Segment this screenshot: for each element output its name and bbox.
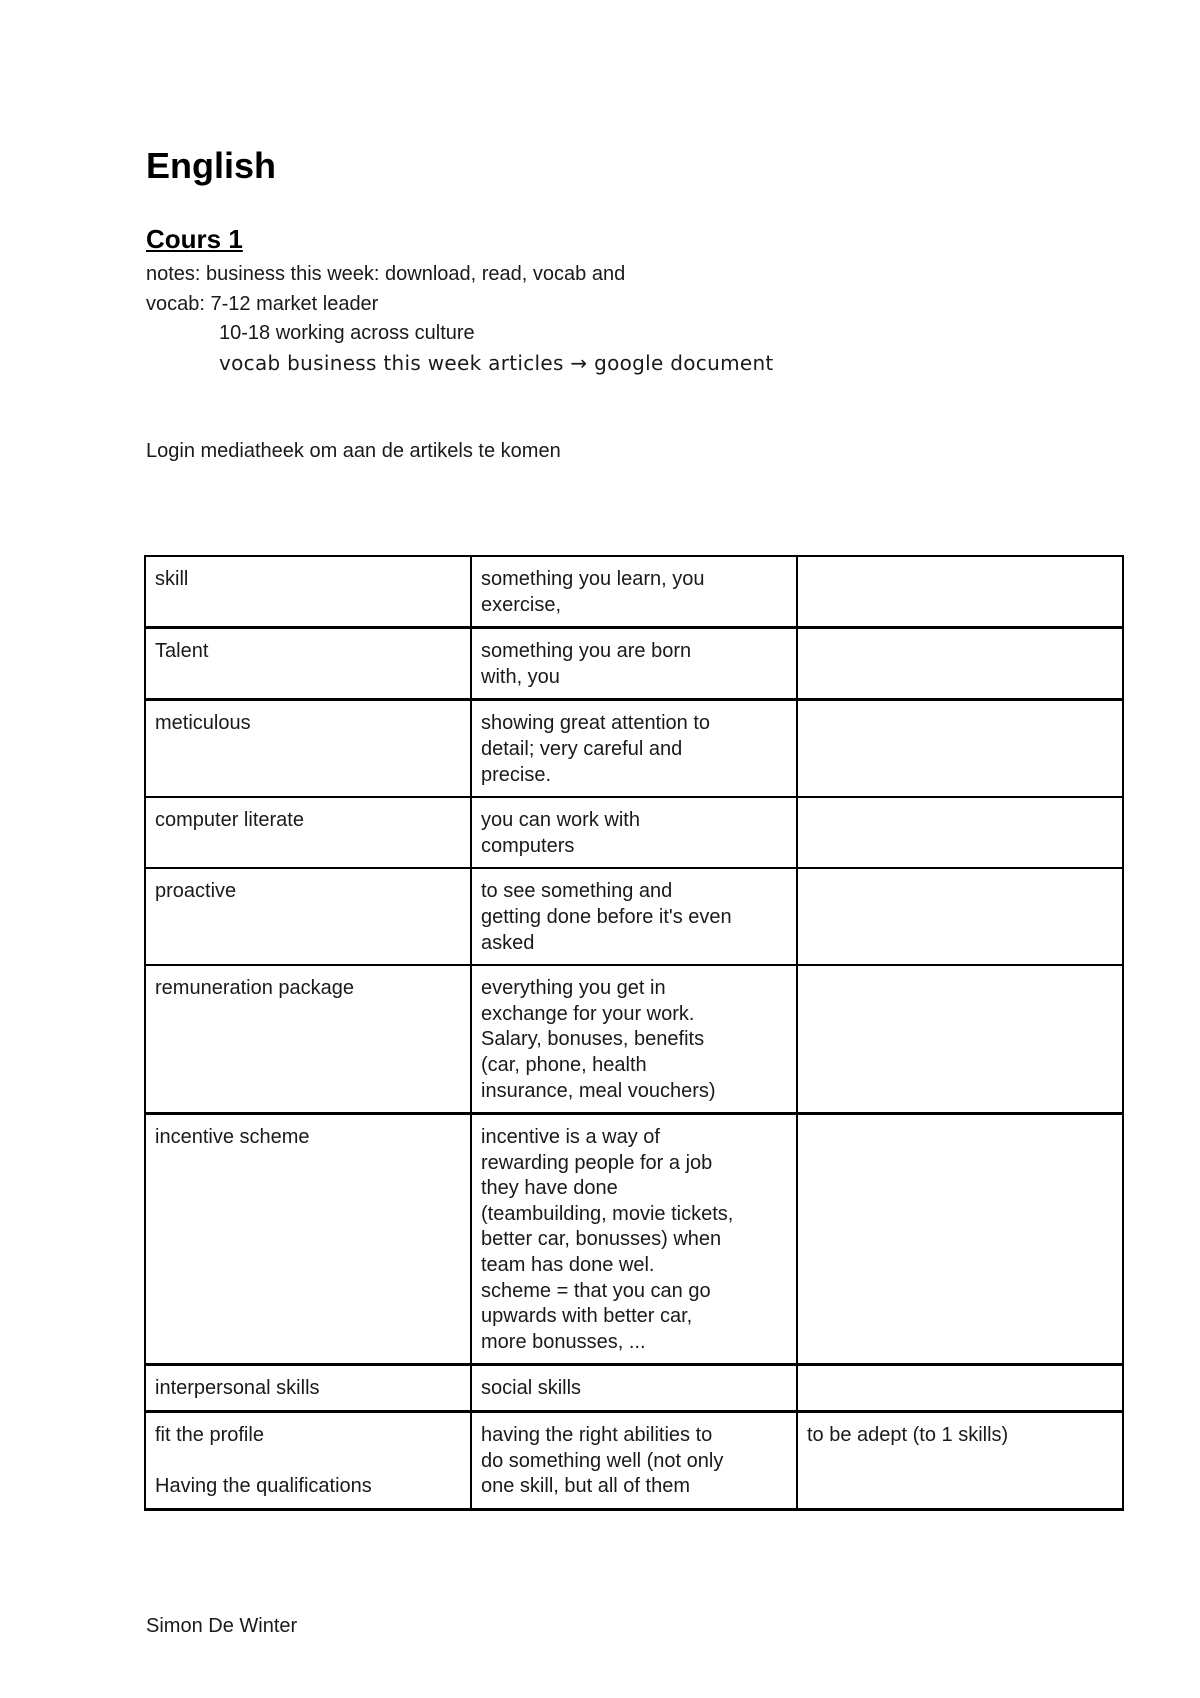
- notes-line: 10-18 working across culture: [219, 322, 475, 344]
- cell-text: exchange for your work.: [481, 1002, 695, 1025]
- notes-line: notes: business this week: download, read, vocab and: [146, 263, 626, 285]
- notes-block: [146, 260, 774, 378]
- cell-text: something you are born: [481, 640, 692, 663]
- table-row: [145, 1412, 1123, 1510]
- cell-text: Salary, bonuses, benefits: [481, 1028, 705, 1051]
- cell-text: team has done wel.: [481, 1254, 655, 1277]
- table-row: [145, 797, 1123, 868]
- cell-text: better car, bonusses) when: [481, 1228, 722, 1251]
- cell-text: asked: [481, 931, 535, 954]
- login-note: Login mediatheek om aan de artikels te komen: [146, 440, 561, 462]
- table-row: [145, 965, 1123, 1113]
- cell-text: social skills: [481, 1377, 582, 1400]
- extra-cell: [797, 797, 1123, 868]
- table-row: [145, 1365, 1123, 1412]
- cell-text: Talent: [155, 640, 209, 663]
- definition-cell: [471, 700, 797, 797]
- cell-text: precise.: [481, 763, 552, 786]
- cell-text: getting done before it's even: [481, 905, 732, 928]
- page-title: English: [146, 145, 277, 186]
- extra-cell: [797, 700, 1123, 797]
- cell-text: insurance, meal vouchers): [481, 1079, 716, 1102]
- cell-text: rewarding people for a job: [481, 1151, 713, 1174]
- cell-text: (car, phone, health: [481, 1053, 647, 1076]
- cell-text: exercise,: [481, 593, 562, 616]
- definition-cell: [471, 556, 797, 628]
- cell-text: with, you: [481, 665, 560, 688]
- table-row: [145, 868, 1123, 965]
- definition-cell: [471, 1365, 797, 1412]
- cell-text: everything you get in: [481, 977, 666, 1000]
- cell-text: you can work with: [481, 809, 640, 832]
- cell-text: computers: [481, 834, 575, 857]
- cell-text: (teambuilding, movie tickets,: [481, 1202, 734, 1225]
- table-row: [145, 628, 1123, 700]
- cell-text: to see something and: [481, 880, 673, 903]
- cell-text: fit the profile: [155, 1424, 264, 1447]
- definition-cell: [471, 628, 797, 700]
- cell-text: upwards with better car,: [481, 1305, 693, 1328]
- cell-text: incentive scheme: [155, 1126, 310, 1149]
- term-cell: [145, 628, 471, 700]
- cell-text: showing great attention to: [481, 712, 711, 735]
- footer-author: Simon De Winter: [146, 1615, 298, 1637]
- cell-text: scheme = that you can go: [481, 1279, 711, 1302]
- definition-cell: [471, 1412, 797, 1510]
- cell-text: interpersonal skills: [155, 1377, 320, 1400]
- table-row: [145, 700, 1123, 797]
- definition-cell: [471, 965, 797, 1113]
- definition-cell: [471, 868, 797, 965]
- extra-cell: [797, 556, 1123, 628]
- cell-text: computer literate: [155, 809, 304, 832]
- extra-cell: [797, 1365, 1123, 1412]
- vocab-table: [144, 555, 1124, 1511]
- cell-text: do something well (not only: [481, 1449, 724, 1472]
- extra-cell: [797, 1412, 1123, 1510]
- cell-text: more bonusses, ...: [481, 1330, 646, 1353]
- cell-text: skill: [155, 568, 189, 590]
- cell-text: having the right abilities to: [481, 1424, 713, 1447]
- cell-text: incentive is a way of: [481, 1126, 660, 1149]
- cell-text: Having the qualifications: [155, 1475, 372, 1498]
- extra-cell: [797, 965, 1123, 1113]
- term-cell: [145, 797, 471, 868]
- section-heading: Cours 1: [146, 224, 243, 254]
- cell-text: proactive: [155, 880, 237, 903]
- cell-text: to be adept (to 1 skills): [807, 1424, 1009, 1447]
- definition-cell: [471, 797, 797, 868]
- cell-text: detail; very careful and: [481, 737, 683, 760]
- definition-cell: [471, 1114, 797, 1365]
- term-cell: [145, 1114, 471, 1365]
- cell-spacer: [155, 1449, 461, 1475]
- cell-text: they have done: [481, 1177, 618, 1200]
- extra-cell: [797, 868, 1123, 965]
- cell-text: something you learn, you: [481, 568, 705, 590]
- cell-text: remuneration package: [155, 977, 355, 1000]
- term-cell: [145, 1365, 471, 1412]
- term-cell: [145, 965, 471, 1113]
- term-cell: [145, 1412, 471, 1510]
- term-cell: [145, 700, 471, 797]
- extra-cell: [797, 1114, 1123, 1365]
- term-cell: [145, 868, 471, 965]
- table-row: [145, 1114, 1123, 1365]
- notes-line: vocab: 7-12 market leader: [146, 292, 379, 315]
- cell-text: meticulous: [155, 712, 251, 735]
- cell-text: one skill, but all of them: [481, 1475, 690, 1498]
- extra-cell: [797, 628, 1123, 700]
- notes-line: vocab business this week articles → google document: [219, 350, 774, 375]
- table-row: [145, 556, 1123, 628]
- vocab-table-body: [145, 556, 1123, 1509]
- term-cell: [145, 556, 471, 628]
